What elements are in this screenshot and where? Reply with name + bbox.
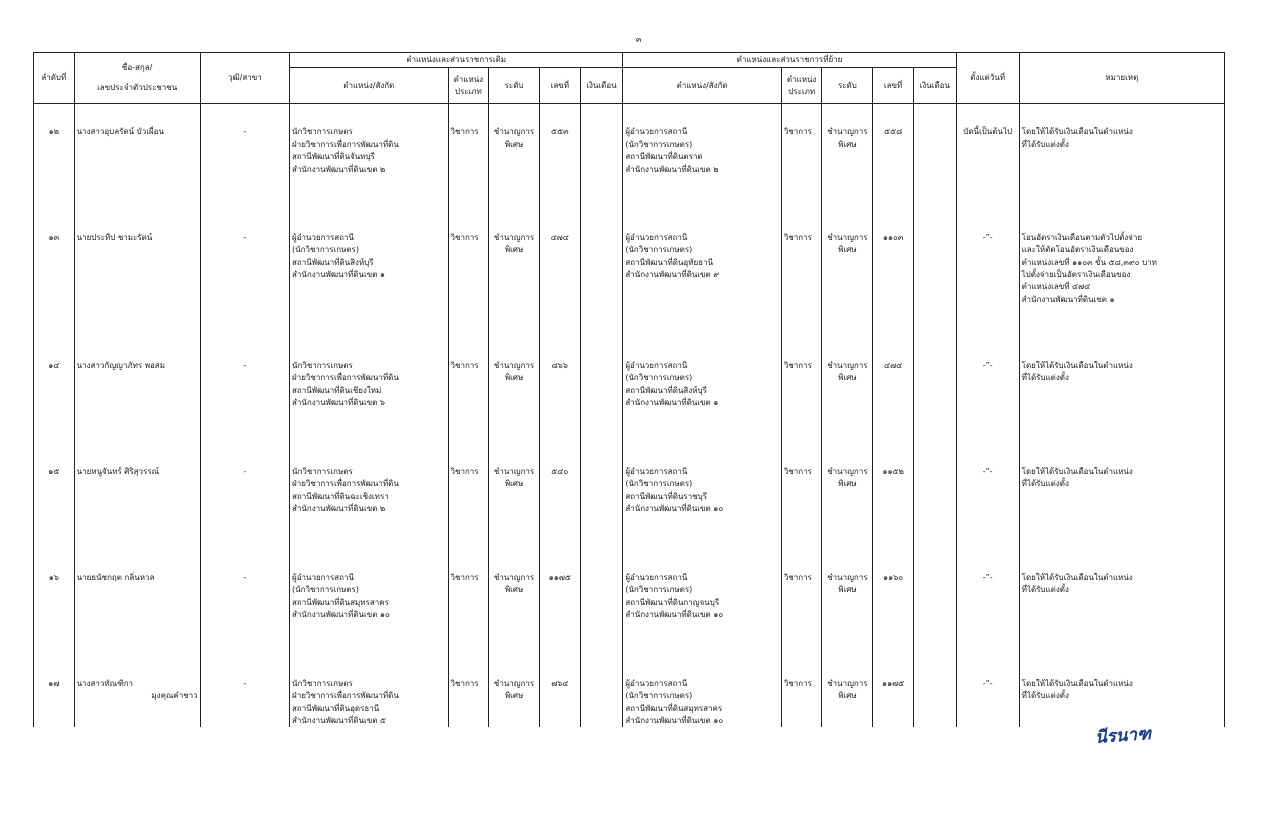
cell-remark-line: ตำแหน่งเลขที่ ๔๗๔	[1021, 282, 1091, 292]
cell-degree	[200, 444, 289, 550]
cell-new-position-line: สถานีพัฒนาที่ดินกาญจนบุรี	[625, 597, 720, 607]
cell-old-level-line: ชำนาญการ	[493, 232, 535, 242]
cell-effective-line: -”-	[982, 572, 993, 582]
cell-old-level-line: พิเศษ	[504, 373, 524, 383]
cell-name	[74, 656, 200, 728]
cell-old-level	[489, 210, 540, 338]
cell-new-position-line: สถานีพัฒนาที่ดินสิงห์บุรี	[625, 385, 707, 395]
cell-name	[74, 210, 200, 338]
cell-old-posno-line: ๗๖๔	[551, 678, 569, 688]
cell-new-position-line: สำนักงานพัฒนาที่ดินเขต ๑๐	[625, 610, 724, 620]
cell-new-posno-line: ๕๕๘	[883, 127, 903, 137]
header-new-level: ระดับ	[822, 68, 873, 104]
cell-remark-line: ที่ได้รับแต่งตั้ง	[1021, 479, 1069, 489]
cell-old-posno	[539, 656, 580, 728]
cell-old-level-line: ชำนาญการ	[493, 466, 535, 476]
cell-new-salary	[913, 338, 956, 444]
cell-old-position-line: นักวิชาการเกษตร	[292, 360, 353, 370]
cell-name-line: นายประทีป ชามะรัตน์	[76, 232, 153, 242]
header-new-salary: เงินเดือน	[913, 68, 956, 104]
cell-new-salary	[913, 444, 956, 550]
cell-new-type-line: วิชาการ	[783, 127, 812, 137]
cell-old-type	[448, 444, 489, 550]
cell-name-line: นายธนัชกฤต กลิ่นหวล	[76, 572, 155, 582]
cell-degree-line: -	[243, 232, 247, 242]
table-row	[34, 550, 1225, 656]
cell-remark-line: ที่ได้รับแต่งตั้ง	[1021, 139, 1069, 149]
cell-old-level	[489, 550, 540, 656]
cell-degree	[200, 338, 289, 444]
cell-old-position-line: ผู้อำนวยการสถานี	[292, 572, 354, 582]
cell-name	[74, 104, 200, 210]
cell-effective-line: -”-	[982, 232, 993, 242]
cell-effective	[956, 210, 1019, 338]
cell-name-line: นางสาวทัณฑิกา	[76, 678, 134, 688]
header-new-posno: เลขที่	[873, 68, 914, 104]
cell-new-position-line: สำนักงานพัฒนาที่ดินเขต ๙	[625, 270, 720, 280]
cell-effective	[956, 338, 1019, 444]
cell-remark-line: และให้ตัดโอนอัตราเงินเดือนของ	[1021, 245, 1134, 255]
cell-degree	[200, 104, 289, 210]
cell-old-type	[448, 210, 489, 338]
cell-old-level	[489, 338, 540, 444]
cell-degree	[200, 656, 289, 728]
signature: นีรนาฑ	[1094, 724, 1152, 748]
cell-old-position-line: นักวิชาการเกษตร	[292, 466, 353, 476]
cell-new-salary	[913, 104, 956, 210]
cell-new-position-line: สถานีพัฒนาที่ดินสมุทรสาคร	[625, 703, 723, 713]
cell-old-level-line: ชำนาญการ	[493, 360, 535, 370]
cell-remark-line: ไปตั้งจ่ายเป็นอัตราเงินเดือนของ	[1021, 270, 1131, 280]
cell-new-level-line: พิเศษ	[838, 373, 857, 383]
cell-old-type-line: วิชาการ	[450, 232, 479, 242]
cell-old-position-line: สำนักงานพัฒนาที่ดินเขต ๖	[292, 398, 386, 408]
cell-old-position-line: นักวิชาการเกษตร	[292, 678, 353, 688]
cell-new-position-line: สำนักงานพัฒนาที่ดินเขต ๑๐	[625, 504, 724, 514]
cell-remark-line: ที่ได้รับแต่งตั้ง	[1021, 691, 1069, 701]
cell-old-level	[489, 104, 540, 210]
cell-no	[34, 210, 75, 338]
cell-old-position-line: สถานีพัฒนาที่ดินสิงห์บุรี	[292, 257, 374, 267]
cell-no	[34, 656, 75, 728]
cell-old-position-line: (นักวิชาการเกษตร)	[292, 245, 359, 255]
cell-old-salary	[580, 210, 623, 338]
cell-old-type	[448, 656, 489, 728]
cell-new-type	[781, 210, 822, 338]
cell-old-position-line: สถานีพัฒนาที่ดินสมุทรสาคร	[292, 597, 389, 607]
cell-old-position-line: สถานีพัฒนาที่ดินเชียงใหม่	[292, 385, 382, 395]
cell-old-level-line: พิเศษ	[504, 691, 524, 701]
cell-old-level-line: พิเศษ	[504, 479, 524, 489]
header-effective: ตั้งแต่วันที่	[956, 53, 1019, 104]
cell-no	[34, 104, 75, 210]
cell-new-level	[822, 210, 873, 338]
cell-no-line: ๑๓	[48, 232, 60, 242]
cell-remark	[1019, 338, 1224, 444]
cell-old-position	[290, 444, 449, 550]
cell-new-position-line: (นักวิชาการเกษตร)	[625, 479, 693, 489]
header-old-posno: เลขที่	[539, 68, 580, 104]
cell-new-level-line: ชำนาญการ	[827, 678, 868, 688]
cell-new-position	[623, 104, 782, 210]
cell-new-posno	[873, 656, 914, 728]
cell-new-level	[822, 656, 873, 728]
cell-degree	[200, 550, 289, 656]
cell-new-position	[623, 550, 782, 656]
cell-new-level-line: พิเศษ	[838, 245, 857, 255]
cell-effective	[956, 550, 1019, 656]
cell-name	[74, 550, 200, 656]
cell-degree-line: -	[243, 127, 247, 137]
cell-old-position-line: ฝ่ายวิชาการเพื่อการพัฒนาที่ดิน	[292, 139, 399, 149]
cell-new-posno-line: ๑๑๖๐	[883, 572, 904, 582]
cell-new-level-line: ชำนาญการ	[827, 127, 868, 137]
cell-new-position-line: (นักวิชาการเกษตร)	[625, 373, 693, 383]
cell-degree-line: -	[243, 466, 247, 476]
cell-new-position-line: (นักวิชาการเกษตร)	[625, 245, 693, 255]
cell-degree-line: -	[243, 360, 247, 370]
table-row	[34, 104, 1225, 210]
cell-effective	[956, 104, 1019, 210]
cell-new-position-line: สำนักงานพัฒนาที่ดินเขต ๒	[625, 164, 719, 174]
cell-old-salary	[580, 104, 623, 210]
cell-new-posno	[873, 444, 914, 550]
cell-new-position-line: สถานีพัฒนาที่ดินตราด	[625, 152, 703, 162]
cell-new-salary	[913, 550, 956, 656]
cell-new-level	[822, 550, 873, 656]
cell-effective-line: -”-	[982, 678, 993, 688]
cell-new-level-line: พิเศษ	[838, 479, 857, 489]
cell-degree-line: -	[243, 678, 247, 688]
cell-old-position	[290, 550, 449, 656]
cell-old-level-line: พิเศษ	[504, 585, 524, 595]
cell-new-posno-line: ๔๗๔	[884, 360, 903, 370]
cell-new-level-line: ชำนาญการ	[827, 572, 868, 582]
cell-new-type	[781, 338, 822, 444]
cell-effective-line: -”-	[982, 466, 993, 476]
header-old-salary: เงินเดือน	[580, 68, 623, 104]
cell-remark	[1019, 444, 1224, 550]
cell-no-line: ๑๒	[48, 127, 59, 137]
cell-new-level-line: ชำนาญการ	[827, 360, 868, 370]
cell-old-posno	[539, 550, 580, 656]
cell-effective	[956, 444, 1019, 550]
cell-old-position-line: สำนักงานพัฒนาที่ดินเขต ๑	[292, 270, 386, 280]
cell-new-salary	[913, 656, 956, 728]
cell-name-line: มุงคุณคำชาว	[151, 691, 198, 701]
header-degree: วุฒิ/สาขา	[200, 53, 289, 104]
cell-remark-line: โดยให้ได้รับเงินเดือนในตำแหน่ง	[1021, 572, 1133, 582]
cell-new-position	[623, 338, 782, 444]
cell-old-position	[290, 210, 449, 338]
cell-old-salary	[580, 338, 623, 444]
cell-new-position-line: ผู้อำนวยการสถานี	[625, 678, 688, 688]
cell-old-level	[489, 444, 540, 550]
cell-old-type	[448, 338, 489, 444]
cell-new-position-line: ผู้อำนวยการสถานี	[625, 572, 688, 582]
cell-new-posno	[873, 550, 914, 656]
cell-old-position-line: (นักวิชาการเกษตร)	[292, 585, 359, 595]
cell-old-type-line: วิชาการ	[450, 466, 479, 476]
cell-old-posno	[539, 210, 580, 338]
header-no: ลำดับที่	[34, 53, 75, 104]
cell-new-posno-line: ๑๑๐๓	[882, 232, 904, 242]
cell-new-type-line: วิชาการ	[783, 360, 812, 370]
cell-old-salary	[580, 656, 623, 728]
page-number: ๓	[636, 35, 642, 44]
cell-remark-line: โดยให้ได้รับเงินเดือนในตำแหน่ง	[1021, 466, 1133, 476]
cell-old-position-line: สถานีพัฒนาที่ดินจันทบุรี	[292, 152, 375, 162]
cell-remark-line: สำนักงานพัฒนาที่ดินเขต ๑	[1021, 294, 1115, 304]
cell-new-position-line: ผู้อำนวยการสถานี	[625, 232, 688, 242]
cell-new-posno-line: ๑๑๗๕	[881, 678, 905, 688]
cell-old-posno-line: ๘๖๖	[551, 360, 568, 370]
cell-remark-line: โดยให้ได้รับเงินเดือนในตำแหน่ง	[1021, 127, 1133, 137]
cell-no	[34, 550, 75, 656]
cell-new-type-line: วิชาการ	[783, 232, 812, 242]
cell-old-level-line: ชำนาญการ	[493, 572, 535, 582]
header-old-position: ตำแหน่ง/สังกัด	[290, 68, 449, 104]
table-row	[34, 656, 1225, 728]
cell-new-posno	[873, 338, 914, 444]
cell-no-line: ๑๗	[48, 678, 60, 688]
cell-new-level-line: ชำนาญการ	[827, 232, 868, 242]
cell-remark	[1019, 210, 1224, 338]
transfer-table	[33, 52, 1225, 727]
cell-old-salary	[580, 444, 623, 550]
cell-new-type	[781, 550, 822, 656]
cell-effective-line: -”-	[982, 360, 993, 370]
cell-new-position	[623, 444, 782, 550]
table-row	[34, 210, 1225, 338]
cell-new-position-line: สถานีพัฒนาที่ดินอุทัยธานี	[625, 257, 714, 267]
cell-old-posno	[539, 104, 580, 210]
cell-remark-line: ตำแหน่งเลขที่ ๑๑๐๓ ขั้น ๕๘,๓๙๐ บาท	[1021, 257, 1157, 267]
table-row	[34, 444, 1225, 550]
cell-remark-line: โอนอัตราเงินเดือนตามตัวไปตั้งจ่าย	[1021, 232, 1143, 242]
cell-effective-line: บัดนี้เป็นต้นไป	[963, 127, 1013, 137]
cell-new-position-line: ผู้อำนวยการสถานี	[625, 127, 688, 137]
cell-new-type-line: วิชาการ	[783, 466, 812, 476]
cell-old-position-line: สำนักงานพัฒนาที่ดินเขต ๒	[292, 164, 386, 174]
cell-name	[74, 444, 200, 550]
cell-name-line: นางสาวกัญญาภัทร พอสม	[76, 360, 165, 370]
cell-no	[34, 444, 75, 550]
cell-remark-line: ที่ได้รับแต่งตั้ง	[1021, 585, 1069, 595]
cell-effective	[956, 656, 1019, 728]
cell-new-type	[781, 104, 822, 210]
cell-old-type-line: วิชาการ	[450, 572, 479, 582]
cell-old-position	[290, 656, 449, 728]
cell-old-position-line: สำนักงานพัฒนาที่ดินเขต ๑๐	[292, 610, 390, 620]
cell-new-type-line: วิชาการ	[783, 572, 812, 582]
cell-new-posno-line: ๑๑๕๒	[882, 466, 904, 476]
header-new-position: ตำแหน่ง/สังกัด	[623, 68, 782, 104]
cell-new-position	[623, 656, 782, 728]
table-body	[34, 104, 1225, 728]
cell-new-type-line: วิชาการ	[783, 678, 812, 688]
cell-old-position	[290, 338, 449, 444]
cell-new-level-line: พิเศษ	[838, 585, 857, 595]
cell-new-position-line: สำนักงานพัฒนาที่ดินเขต ๑	[625, 398, 719, 408]
cell-no-line: ๑๕	[48, 466, 60, 476]
cell-degree-line: -	[243, 572, 247, 582]
header-group-old: ตำแหน่งและส่วนราชการเดิม	[290, 53, 623, 68]
cell-old-position-line: สถานีพัฒนาที่ดินอุดรธานี	[292, 703, 380, 713]
cell-new-type	[781, 656, 822, 728]
cell-old-position-line: ฝ่ายวิชาการเพื่อการพัฒนาที่ดิน	[292, 479, 399, 489]
cell-name-line: นายหนูจันทร์ ศิริสุวรรณ์	[76, 466, 160, 476]
cell-new-position-line: สถานีพัฒนาที่ดินราชบุรี	[625, 491, 708, 501]
cell-old-position-line: สถานีพัฒนาที่ดินฉะเชิงเทรา	[292, 491, 389, 501]
cell-old-position-line: ผู้อำนวยการสถานี	[292, 232, 354, 242]
cell-old-level-line: พิเศษ	[504, 139, 524, 149]
cell-new-position-line: ผู้อำนวยการสถานี	[625, 360, 688, 370]
header-new-type: ตำแหน่งประเภท	[781, 68, 822, 104]
cell-old-type-line: วิชาการ	[450, 127, 479, 137]
cell-old-level-line: ชำนาญการ	[493, 127, 535, 137]
cell-new-position-line: ผู้อำนวยการสถานี	[625, 466, 688, 476]
cell-new-level-line: พิเศษ	[838, 139, 857, 149]
cell-old-position-line: ฝ่ายวิชาการเพื่อการพัฒนาที่ดิน	[292, 691, 399, 701]
cell-new-position-line: (นักวิชาการเกษตร)	[625, 139, 693, 149]
cell-old-level	[489, 656, 540, 728]
cell-name-line: นางสาวอุบลรัตน์ บัวเผื่อน	[76, 127, 164, 137]
table-header	[34, 53, 1225, 104]
cell-remark-line: โดยให้ได้รับเงินเดือนในตำแหน่ง	[1021, 360, 1133, 370]
cell-degree	[200, 210, 289, 338]
cell-old-type	[448, 550, 489, 656]
cell-no	[34, 338, 75, 444]
cell-new-salary	[913, 210, 956, 338]
cell-new-type	[781, 444, 822, 550]
cell-old-position-line: สำนักงานพัฒนาที่ดินเขต ๕	[292, 716, 386, 726]
cell-old-posno-line: ๑๑๗๕	[548, 572, 571, 582]
cell-new-position-line: (นักวิชาการเกษตร)	[625, 691, 693, 701]
cell-new-position	[623, 210, 782, 338]
cell-old-type-line: วิชาการ	[450, 678, 479, 688]
cell-remark	[1019, 656, 1224, 728]
cell-no-line: ๑๖	[48, 572, 59, 582]
cell-old-salary	[580, 550, 623, 656]
cell-remark	[1019, 550, 1224, 656]
cell-old-position-line: สำนักงานพัฒนาที่ดินเขต ๒	[292, 504, 386, 514]
header-old-type: ตำแหน่งประเภท	[448, 68, 489, 104]
header-name-line2: เลขประจำตัวประชาชน	[97, 83, 178, 93]
cell-old-position-line: ฝ่ายวิชาการเพื่อการพัฒนาที่ดิน	[292, 373, 399, 383]
cell-old-posno-line: ๕๔๐	[551, 466, 569, 476]
cell-no-line: ๑๔	[48, 360, 60, 370]
cell-old-position-line: นักวิชาการเกษตร	[292, 127, 353, 137]
table-row	[34, 338, 1225, 444]
header-old-level: ระดับ	[489, 68, 540, 104]
cell-new-position-line: สำนักงานพัฒนาที่ดินเขต ๑๐	[625, 716, 724, 726]
cell-new-position-line: (นักวิชาการเกษตร)	[625, 585, 693, 595]
cell-new-level	[822, 338, 873, 444]
header-group-new: ตำแหน่งและส่วนราชการที่ย้าย	[623, 53, 956, 68]
cell-remark-line: โดยให้ได้รับเงินเดือนในตำแหน่ง	[1021, 678, 1133, 688]
cell-old-posno-line: ๔๗๔	[550, 232, 569, 242]
cell-old-posno	[539, 338, 580, 444]
cell-old-level-line: พิเศษ	[504, 245, 524, 255]
cell-new-level-line: พิเศษ	[838, 691, 857, 701]
cell-old-type	[448, 104, 489, 210]
cell-old-posno	[539, 444, 580, 550]
header-remark: หมายเหตุ	[1019, 53, 1224, 104]
cell-old-type-line: วิชาการ	[450, 360, 479, 370]
cell-remark	[1019, 104, 1224, 210]
cell-new-posno	[873, 104, 914, 210]
cell-remark-line: ที่ได้รับแต่งตั้ง	[1021, 373, 1069, 383]
cell-new-level	[822, 444, 873, 550]
cell-new-posno	[873, 210, 914, 338]
cell-old-posno-line: ๕๕๓	[551, 127, 569, 137]
cell-old-level-line: ชำนาญการ	[493, 678, 535, 688]
header-name-line1: ชื่อ-สกุล/	[121, 62, 153, 72]
header-name	[74, 53, 200, 104]
cell-old-position	[290, 104, 449, 210]
cell-new-level	[822, 104, 873, 210]
cell-name	[74, 338, 200, 444]
cell-new-level-line: ชำนาญการ	[827, 466, 868, 476]
